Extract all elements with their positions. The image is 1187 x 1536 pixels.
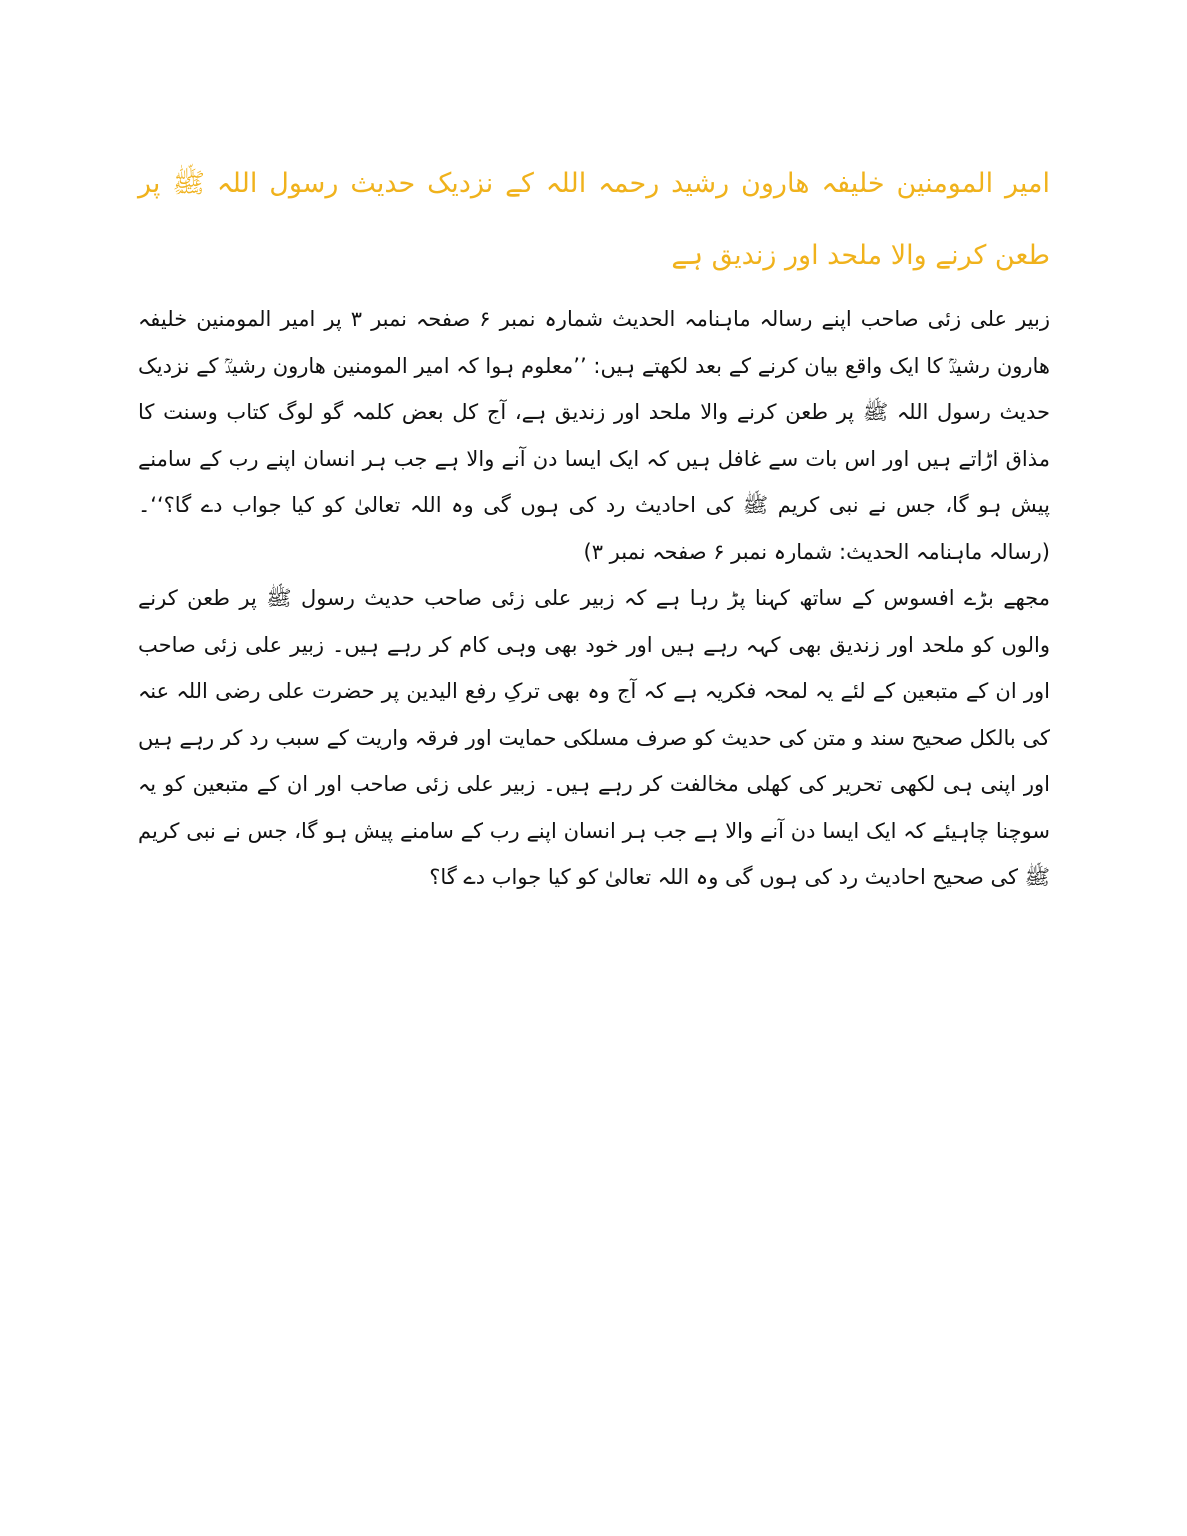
paragraph-quote — [138, 296, 1050, 575]
article-body — [138, 148, 1050, 901]
article-heading: امیر المومنین خلیفہ ھارون رشید رحمہ اللہ کے نزدیک حدیث رسول اللہ ﷺ پر طعن کرنے والا ملحد اور زندیق ہے — [138, 168, 1050, 271]
paragraph-commentary: مجھے بڑے افسوس کے ساتھ کہنا پڑ رہا ہے کہ زبیر علی زئی صاحب حدیث رسول ﷺ پر طعن کرنے والوں کو ملحد اور زندیق بھی کہہ رہے ہیں اور خود بھی وہی کام کر رہے ہیں۔ زبیر علی زئی صاحب اور ان کے متبعین کے لئے یہ لمحہ فکریہ ہے کہ آج وہ بھی ترکِ رفع الیدین پر حضرت علی رضی اللہ عنہ کی بالکل صحیح سند و متن کی حدیث کو صرف مسلکی حمایت اور فرقہ واریت کے سبب رد کر رہے ہیں اور اپنی ہی لکھی تحریر کی کھلی مخالفت کر رہے ہیں۔ زبیر علی زئی صاحب اور ان کے متبعین کو یہ سوچنا چاہیئے کہ ایک ایسا دن آنے والا ہے جب ہر انسان اپنے رب کے سامنے پیش ہو گا، جس نے نبی کریم ﷺ کی صحیح احادیث رد کی ہوں گی وہ اللہ تعالیٰ کو کیا جواب دے گا؟ — [138, 586, 1050, 889]
paragraph-quote-text: زبیر علی زئی صاحب اپنے رسالہ ماہنامہ الحدیث شمارہ نمبر ۶ صفحہ نمبر ۳ پر امیر المومنین خلیفہ ھارون رشیدؒ کا ایک واقع بیان کرنے کے بعد لکھتے ہیں: ’’معلوم ہوا کہ امیر المومنین ھارون رشیدؒ کے نزدیک حدیث رسول اللہ ﷺ پر طعن کرنے والا ملحد اور زندیق ہے، آج کل بعض کلمہ گو لوگ کتاب وسنت کا مذاق اڑاتے ہیں اور اس بات سے غافل ہیں کہ ایک ایسا دن آنے والا ہے جب ہر انسان اپنے رب کے سامنے پیش ہو گا، جس نے نبی کریم ﷺ کی احادیث رد کی ہوں گی وہ اللہ تعالیٰ کو کیا جواب دے گا؟‘‘۔ — [138, 307, 1050, 517]
citation: (رسالہ ماہنامہ الحدیث: شمارہ نمبر ۶ صفحہ نمبر ۳) — [583, 539, 1050, 564]
